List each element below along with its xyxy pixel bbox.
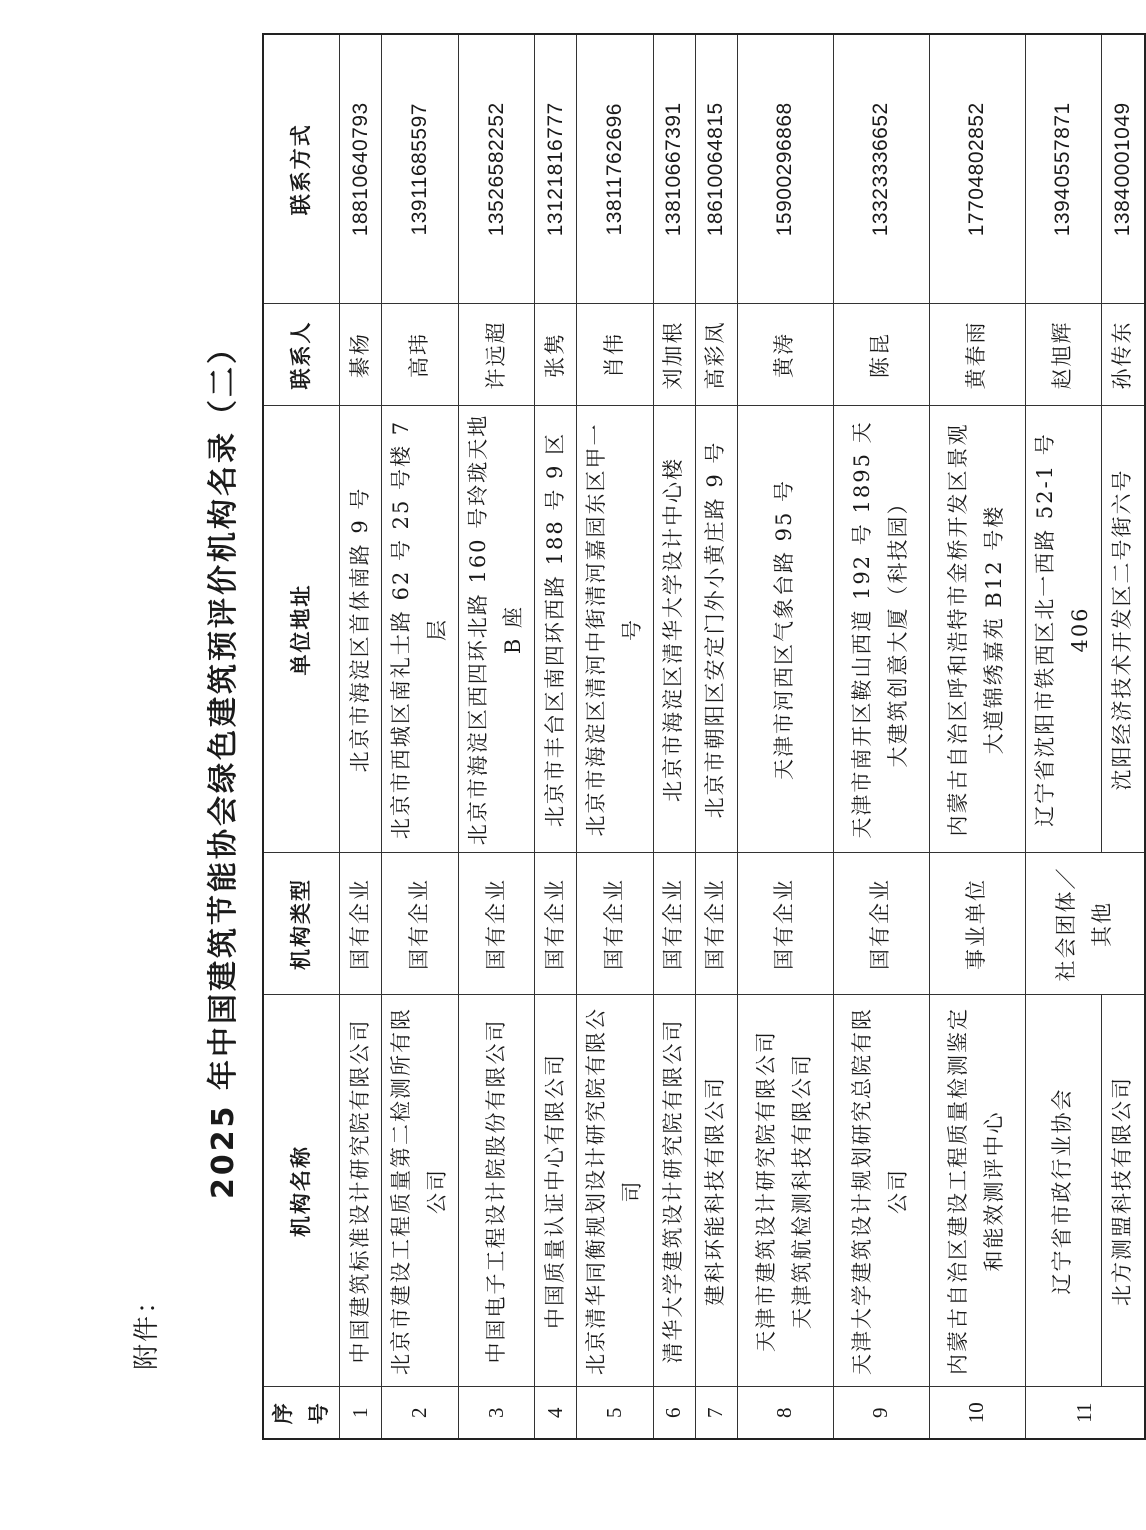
cell-address: 天津市南开区鞍山西道 192 号 1895 天大建筑创意大厦（科技园）	[833, 406, 929, 853]
cell-name: 北京清华同衡规划设计研究院有限公司	[577, 995, 653, 1387]
cell-contact: 肖伟	[577, 304, 653, 406]
cell-seq: 4	[535, 1387, 577, 1439]
cell-phone: 17704802852	[929, 34, 1025, 304]
table-row	[577, 34, 653, 1439]
cell-type: 国有企业	[382, 853, 458, 995]
cell-address: 北京市海淀区西四环北路 160 号玲珑天地 B 座	[458, 406, 534, 853]
cell-phone: 13121816777	[535, 34, 577, 304]
header-phone: 联系方式	[263, 34, 340, 304]
cell-contact: 张隽	[535, 304, 577, 406]
cell-phone: 13911685597	[382, 34, 458, 304]
header-contact: 联系人	[263, 304, 340, 406]
cell-contact: 高彩凤	[695, 304, 737, 406]
header-type: 机构类型	[263, 853, 340, 995]
cell-contact: 孙传东	[1101, 304, 1145, 406]
table-row	[1101, 34, 1145, 1439]
cell-address: 沈阳经济技术开发区二号街六号	[1101, 406, 1145, 853]
cell-seq: 11	[1025, 1387, 1145, 1439]
cell-contact: 陈昆	[833, 304, 929, 406]
cell-address: 北京市海淀区清华大学设计中心楼	[653, 406, 695, 853]
cell-name: 辽宁省市政行业协会	[1025, 995, 1101, 1387]
cell-phone: 13811762696	[577, 34, 653, 304]
cell-seq: 9	[833, 1387, 929, 1439]
cell-phone: 13810667391	[653, 34, 695, 304]
cell-contact: 许远超	[458, 304, 534, 406]
cell-name: 中国质量认证中心有限公司	[535, 995, 577, 1387]
cell-contact: 赵旭辉	[1025, 304, 1101, 406]
cell-name: 内蒙古自治区建设工程质量检测鉴定和能效测评中心	[929, 995, 1025, 1387]
table-row	[653, 34, 695, 1439]
cell-address: 内蒙古自治区呼和浩特市金桥开发区景观大道锦绣嘉苑 B12 号楼	[929, 406, 1025, 853]
cell-type: 社会团体／其他	[1025, 853, 1145, 995]
cell-phone: 18810640793	[340, 34, 382, 304]
cell-type: 国有企业	[577, 853, 653, 995]
cell-type: 国有企业	[535, 853, 577, 995]
cell-type: 国有企业	[458, 853, 534, 995]
header-seq: 序号	[263, 1387, 340, 1439]
cell-address: 北京市海淀区首体南路 9 号	[340, 406, 382, 853]
cell-name: 中国电子工程设计院股份有限公司	[458, 995, 534, 1387]
cell-seq: 2	[382, 1387, 458, 1439]
institution-table	[262, 33, 1146, 1440]
cell-phone: 13526582252	[458, 34, 534, 304]
table-row	[737, 34, 833, 1439]
cell-seq: 1	[340, 1387, 382, 1439]
cell-name: 清华大学建筑设计研究院有限公司	[653, 995, 695, 1387]
cell-contact: 刘加根	[653, 304, 695, 406]
cell-seq: 3	[458, 1387, 534, 1439]
table-row	[929, 34, 1025, 1439]
table-row	[340, 34, 382, 1439]
header-address: 单位地址	[263, 406, 340, 853]
cell-name: 北方测盟科技有限公司	[1101, 995, 1145, 1387]
table-row	[382, 34, 458, 1439]
cell-name: 建科环能科技有限公司	[695, 995, 737, 1387]
cell-contact: 綦杨	[340, 304, 382, 406]
table-row	[458, 34, 534, 1439]
cell-seq: 5	[577, 1387, 653, 1439]
cell-seq: 6	[653, 1387, 695, 1439]
attachment-label: 附件：	[132, 1285, 162, 1370]
cell-type: 国有企业	[653, 853, 695, 995]
page-title: 2025 年中国建筑节能协会绿色建筑预评价机构名录（二）	[206, 331, 241, 1199]
cell-type: 国有企业	[340, 853, 382, 995]
cell-contact: 高玮	[382, 304, 458, 406]
cell-address: 北京市西城区南礼士路 62 号 25 号楼 7 层	[382, 406, 458, 853]
cell-name: 天津市建筑设计研究院有限公司 天津筑航检测科技有限公司	[737, 995, 833, 1387]
cell-contact: 黄春雨	[929, 304, 1025, 406]
cell-address: 北京市朝阳区安定门外小黄庄路 9 号	[695, 406, 737, 853]
table-row	[695, 34, 737, 1439]
cell-phone: 13940557871	[1025, 34, 1101, 304]
cell-address: 北京市丰台区南四环西路 188 号 9 区	[535, 406, 577, 853]
cell-type: 国有企业	[737, 853, 833, 995]
cell-seq: 10	[929, 1387, 1025, 1439]
cell-phone: 18610064815	[695, 34, 737, 304]
table-row	[1025, 34, 1101, 1439]
header-name: 机构名称	[263, 995, 340, 1387]
cell-type: 国有企业	[833, 853, 929, 995]
table-row	[833, 34, 929, 1439]
cell-address: 北京市海淀区清河中街清河嘉园东区甲一号	[577, 406, 653, 853]
cell-name: 中国建筑标准设计研究院有限公司	[340, 995, 382, 1387]
cell-phone: 13840001049	[1101, 34, 1145, 304]
cell-seq: 8	[737, 1387, 833, 1439]
cell-address: 辽宁省沈阳市铁西区北一西路 52-1 号 406	[1025, 406, 1101, 853]
cell-name: 北京市建设工程质量第二检测所有限公司	[382, 995, 458, 1387]
cell-address: 天津市河西区气象台路 95 号	[737, 406, 833, 853]
rotated-page	[90, 45, 1135, 1485]
cell-phone: 13323336652	[833, 34, 929, 304]
table-row	[535, 34, 577, 1439]
cell-phone: 15900296868	[737, 34, 833, 304]
cell-type: 事业单位	[929, 853, 1025, 995]
cell-name: 天津大学建筑设计规划研究总院有限公司	[833, 995, 929, 1387]
cell-seq: 7	[695, 1387, 737, 1439]
cell-contact: 黄涛	[737, 304, 833, 406]
cell-type: 国有企业	[695, 853, 737, 995]
table-header-row	[263, 34, 340, 1439]
